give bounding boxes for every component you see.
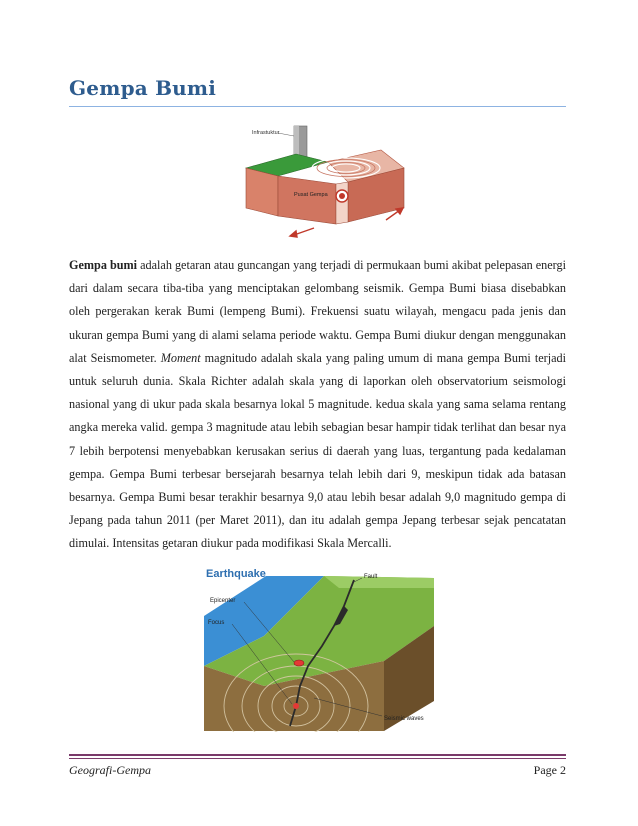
fault-label: Fault: [364, 574, 378, 580]
figure-title: Earthquake: [206, 568, 266, 580]
body-paragraph: [69, 254, 566, 556]
footer-page-number: Page 2: [533, 763, 566, 777]
title-underline: [69, 106, 566, 107]
lead-term: Gempa bumi: [69, 258, 138, 272]
epicenter-label: Epicenter: [210, 598, 236, 604]
infrastructure-label: Infrastuktur: [252, 130, 280, 136]
footer-document-name: Geografi-Gempa: [69, 763, 151, 777]
paragraph-text-1: adalah getaran atau guncangan yang terjadi di permukaan bumi akibat pelepasan energi dari dalam secara tiba-tiba yang menciptakan gelombang seismik. Gempa Bumi biasa disebabkan oleh pergerakan kerak Bumi (lempeng Bumi). Frekuensi suatu wilayah, mengacu pada jenis dan ukuran gempa Bumi yang di alami selama periode waktu. Gempa Bumi diukur dengan menggunakan alat Seismometer.: [69, 258, 566, 365]
seismic-waves-label: Seismic waves: [384, 716, 424, 722]
paragraph-text-2: magnitudo adalah skala yang paling umum di mana gempa Bumi terjadi untuk seluruh dunia. Skala Richter adalah skala yang di laporkan oleh observatorium seismologi nasional yang di ukur pada skala besarnya lokal 5 magnitude. kedua skala yang sama selama rentang angka mereka valid. gempa 3 magnitude atau lebih sebagian besar hampir tidak terlihat dan besar nya 7 lebih berpotensi menyebabkan kerusakan serius di daerah yang luas, tergantung pada kedalaman gempa. Gempa Bumi terbesar bersejarah besarnya telah lebih dari 9, meskipun tidak ada batasan besarnya. Gempa Bumi besar terakhir besarnya 9,0 atau lebih besar adalah 9,0 magnitudo gempa di Jepang pada tahun 2011 (per Maret 2011), dan itu adalah gempa Jepang terbesar sejak pencatatan dimulai. Intensitas getaran diukur pada modifikasi Skala Mercalli.: [69, 350, 566, 551]
page-title: Gempa Bumi: [69, 76, 217, 100]
footer-rule-thick: [69, 754, 566, 756]
paragraph-italic: Moment: [160, 350, 201, 365]
focus-marker: [293, 703, 299, 709]
earthquake-cross-section-image: [204, 566, 434, 732]
earthquake-diagram-image: [236, 124, 410, 239]
epicenter-marker: [294, 660, 304, 666]
focus-label: Pusat Gempa: [294, 192, 328, 198]
left-block-front: [246, 168, 278, 216]
footer-rule-thin: [69, 758, 566, 759]
focus-label: Focus: [208, 620, 225, 626]
